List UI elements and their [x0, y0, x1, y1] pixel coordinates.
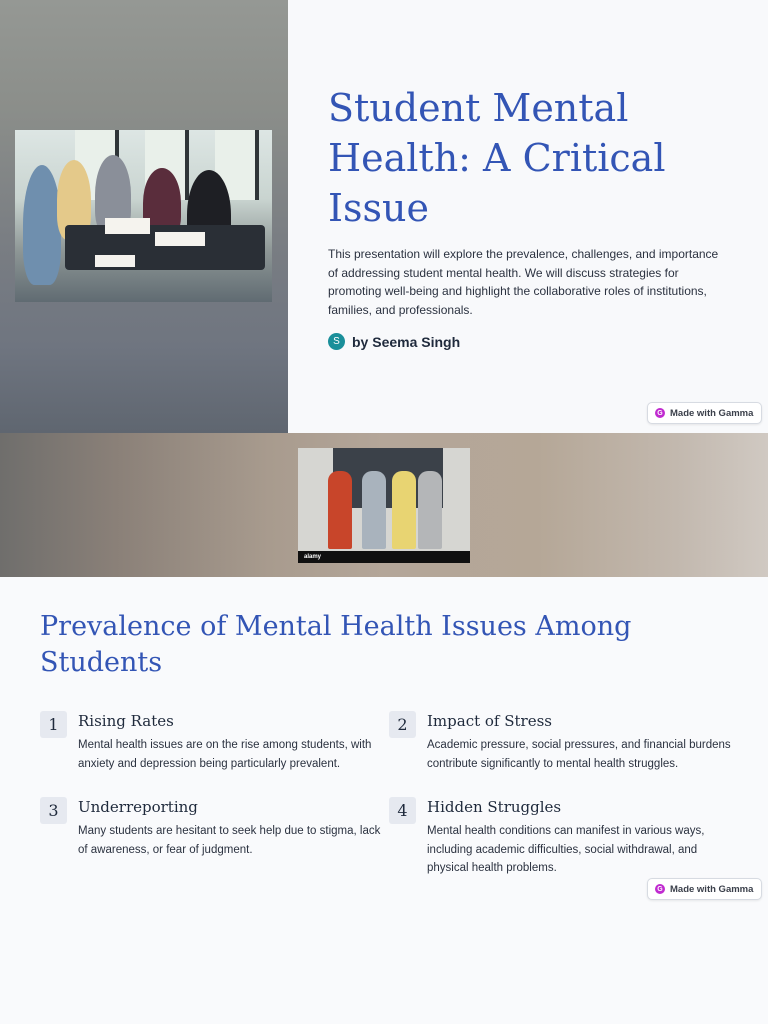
item-title: Hidden Struggles: [427, 798, 562, 816]
author-name: by Seema Singh: [352, 333, 461, 350]
notebook: [105, 218, 150, 234]
badge-label: Made with Gamma: [670, 407, 754, 419]
item-number: 3: [40, 797, 67, 824]
item-number: 2: [389, 711, 416, 738]
student-figure: [23, 165, 61, 285]
item-text: Mental health issues are on the rise among students, with anxiety and depression being particularly prevalent.: [78, 739, 372, 770]
title-slide-backdrop: [0, 0, 288, 433]
notebook: [95, 255, 135, 267]
student-figure: [328, 471, 352, 549]
item-text: Mental health conditions can manifest in various ways, including academic difficulties, social withdrawal, and physical health problems.: [427, 825, 705, 874]
item-text: Academic pressure, social pressures, and financial burdens contribute significantly to mental health struggles.: [427, 739, 731, 770]
made-with-gamma-badge[interactable]: [647, 402, 762, 424]
author-byline: [328, 333, 460, 350]
slide-title: Student Mental Health: A Critical Issue: [328, 86, 666, 230]
students-studying-photo: [15, 130, 272, 302]
notebook: [155, 232, 205, 246]
avatar: S: [328, 333, 345, 350]
item-title: Rising Rates: [78, 712, 174, 730]
made-with-gamma-badge[interactable]: [647, 878, 762, 900]
slide-title: Prevalence of Mental Health Issues Among Students: [40, 611, 632, 678]
prevalence-slide: [0, 577, 768, 1024]
item-number: 1: [40, 711, 67, 738]
gamma-logo-icon: G: [655, 408, 665, 418]
image-banner: [0, 433, 768, 577]
gamma-logo-icon: G: [655, 884, 665, 894]
title-slide-content: [288, 0, 768, 433]
item-title: Underreporting: [78, 798, 198, 816]
title-slide: [0, 0, 768, 433]
student-figure: [418, 471, 442, 549]
slide-description: This presentation will explore the prevalence, challenges, and importance of addressing student mental health. We will discuss strategies for promoting well-being and highlight the collaborative roles of institutions, families, and professionals.: [328, 247, 719, 317]
watermark-strip: alamy: [298, 551, 470, 563]
item-number: 4: [389, 797, 416, 824]
students-classroom-photo: [298, 448, 470, 563]
student-figure: [362, 471, 386, 549]
badge-label: Made with Gamma: [670, 883, 754, 895]
item-text: Many students are hesitant to seek help due to stigma, lack of awareness, or fear of judgment.: [78, 825, 381, 856]
item-title: Impact of Stress: [427, 712, 552, 730]
student-figure: [392, 471, 416, 549]
